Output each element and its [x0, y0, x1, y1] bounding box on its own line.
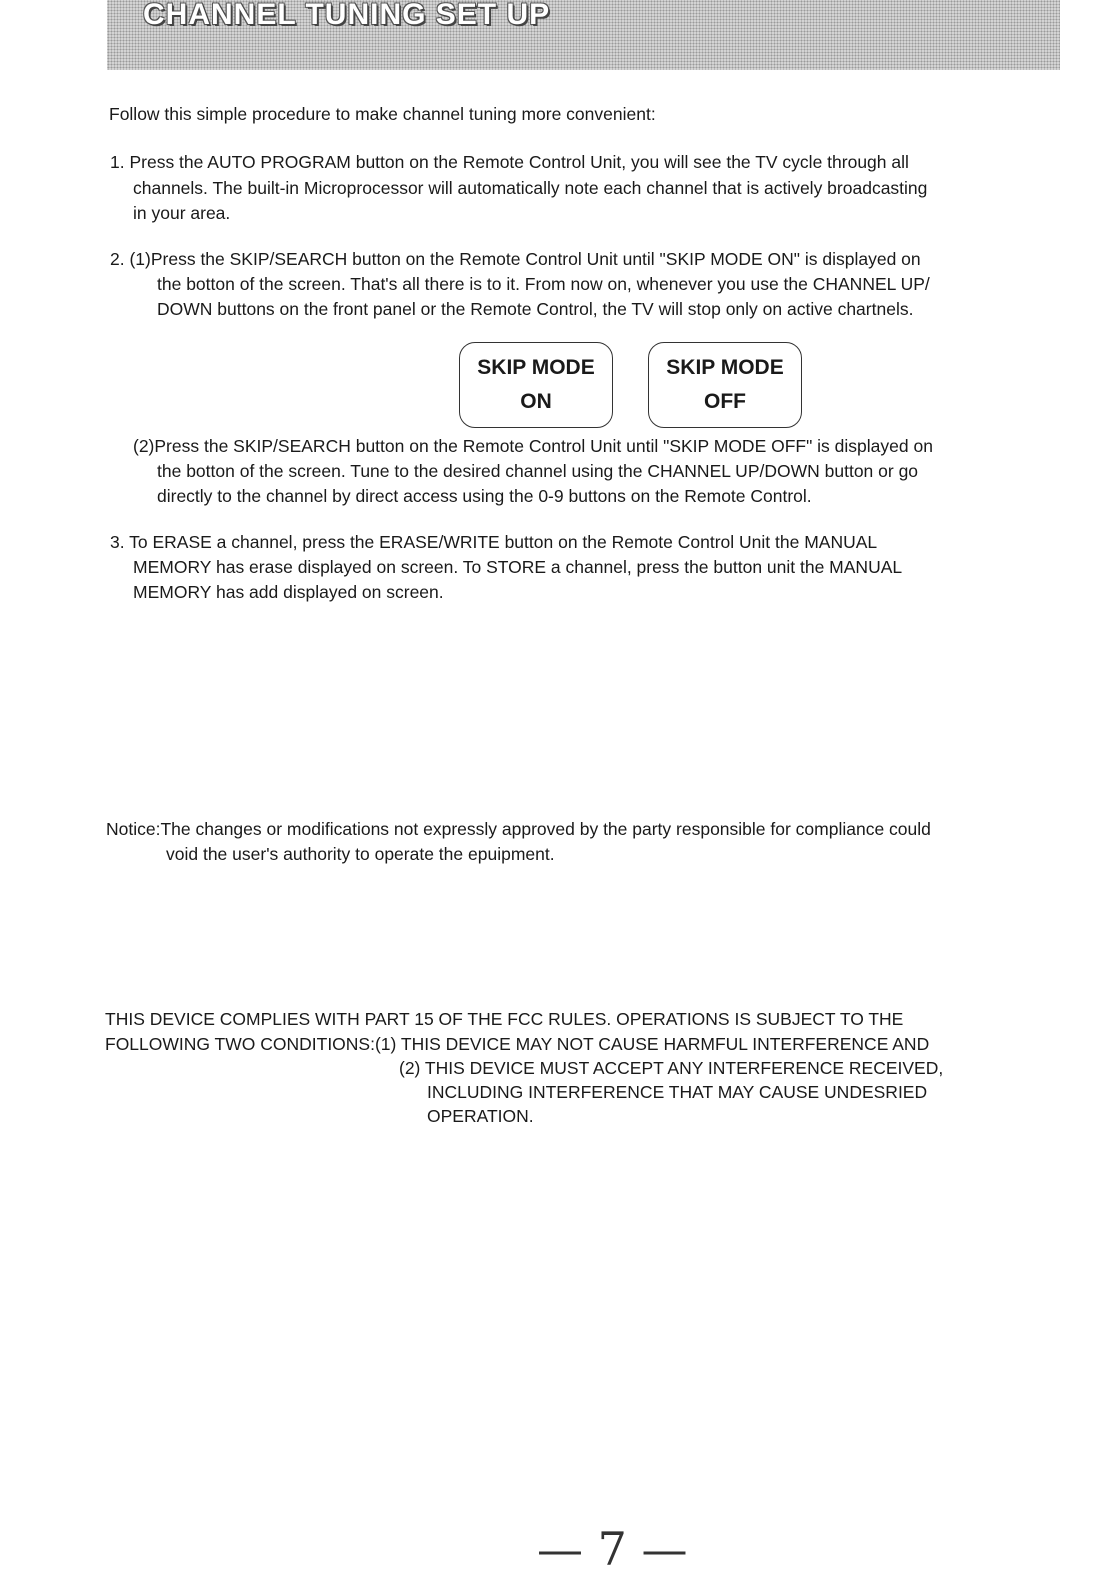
fcc-line-1: THIS DEVICE COMPLIES WITH PART 15 OF THE FCC RULES. OPERATIONS IS SUBJECT TO THE: [105, 1009, 904, 1029]
step-3-line-3: MEMORY has add displayed on screen.: [133, 582, 444, 602]
fcc-line-2: FOLLOWING TWO CONDITIONS:(1) THIS DEVICE MAY NOT CAUSE HARMFUL INTERFERENCE AND: [105, 1034, 930, 1054]
page-number: — 7 —: [537, 1522, 688, 1576]
step-1-line-2: channels. The built-in Microprocessor will automatically note each channel that is actively broadcasting: [133, 178, 928, 198]
step-1-line-1: 1. Press the AUTO PROGRAM button on the Remote Control Unit, you will see the TV cycle through all: [110, 152, 909, 172]
step-2b-line-1: (2)Press the SKIP/SEARCH button on the Remote Control Unit until "SKIP MODE OFF" is displayed on: [133, 436, 933, 456]
step-2b-line-2: the botton of the screen. Tune to the desired channel using the CHANNEL UP/DOWN button or go: [157, 461, 919, 481]
step-2b-line-3: directly to the channel by direct access using the 0-9 buttons on the Remote Control.: [157, 486, 812, 506]
step-3-line-1: 3. To ERASE a channel, press the ERASE/WRITE button on the Remote Control Unit the MANUAL: [110, 532, 878, 552]
fcc-line-3: (2) THIS DEVICE MUST ACCEPT ANY INTERFERENCE RECEIVED,: [399, 1058, 944, 1078]
step-2a-line-1: 2. (1)Press the SKIP/SEARCH button on the Remote Control Unit until "SKIP MODE ON" is displayed on: [110, 249, 921, 269]
skip-mode-off-label: SKIP MODE: [666, 356, 784, 379]
section-title: CHANNEL TUNING SET UP: [143, 0, 551, 31]
fcc-line-5: OPERATION.: [427, 1106, 534, 1126]
intro-text: Follow this simple procedure to make channel tuning more convenient:: [109, 104, 656, 124]
skip-mode-on-box: [459, 342, 613, 428]
skip-mode-off-value: OFF: [704, 390, 746, 413]
skip-mode-off-box: [648, 342, 802, 428]
notice-line-1: Notice:The changes or modifications not expressly approved by the party responsible for compliance could: [106, 819, 931, 839]
step-2a-line-3: DOWN buttons on the front panel or the Remote Control, the TV will stop only on active chartnels.: [157, 299, 914, 319]
step-3-line-2: MEMORY has erase displayed on screen. To STORE a channel, press the button unit the MANUAL: [133, 557, 903, 577]
step-2a-line-2: the botton of the screen. That's all there is to it. From now on, whenever you use the CHANNEL UP/: [157, 274, 930, 294]
skip-mode-on-label: SKIP MODE: [477, 356, 595, 379]
skip-mode-on-value: ON: [520, 390, 552, 413]
notice-line-2: void the user's authority to operate the epuipment.: [166, 844, 555, 864]
step-1-line-3: in your area.: [133, 203, 231, 223]
fcc-line-4: INCLUDING INTERFERENCE THAT MAY CAUSE UNDESRIED: [427, 1082, 928, 1102]
section-header-bar: [107, 0, 1060, 70]
